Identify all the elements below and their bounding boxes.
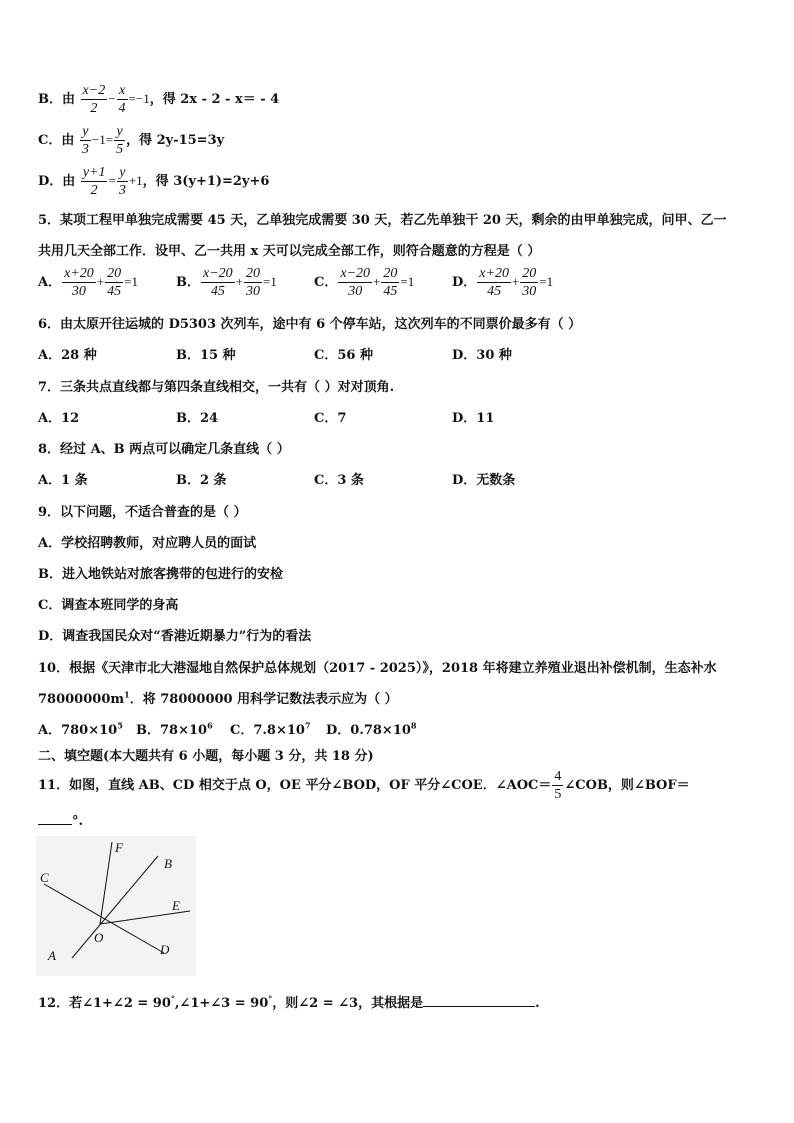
q4-b-result: ，得 2x - 2 - x＝ - 4 [149, 92, 280, 107]
numerator: 4 [554, 769, 562, 784]
denominator: 2 [90, 101, 98, 116]
q10-option-c [230, 719, 311, 738]
fraction [381, 265, 399, 300]
degree-symbol: ° [268, 993, 273, 1004]
q11-stem-b: ∠COB，则∠BOF＝ [564, 778, 690, 793]
q11-figure [36, 836, 196, 976]
label-e: E [172, 898, 180, 913]
fraction [80, 123, 91, 158]
fraction [244, 265, 262, 300]
q4-c-prefix: C．由 [38, 133, 75, 148]
q10-stem-line2 [38, 688, 398, 707]
q9-stem: 9．以下问题，不适合普查的是（ ） [38, 505, 247, 520]
fraction [81, 82, 108, 117]
q4-c-result: ，得 2y-15=3y [126, 133, 225, 148]
operator: + [96, 274, 105, 289]
q5-option-c [314, 265, 414, 300]
q8-option-d: D．无数条 [452, 473, 516, 488]
denominator: 30 [71, 284, 86, 299]
denominator: 45 [210, 284, 225, 299]
q9-option-c: C．调查本班同学的身高 [38, 598, 179, 613]
option-label: D． [452, 275, 477, 290]
q7-option-b: B．24 [176, 411, 219, 426]
fraction [338, 265, 372, 300]
numerator: 20 [522, 266, 537, 281]
q7-option-d: D．11 [452, 411, 495, 426]
denominator: 5 [554, 787, 562, 802]
q12-stem-a: 12．若∠1+∠2 = 90 [38, 996, 171, 1011]
q6-option-a: A．28 种 [38, 348, 97, 363]
q4-d-prefix: D．由 [38, 174, 76, 189]
numerator: y [117, 164, 128, 182]
option-label: B． [176, 275, 200, 290]
q9-option-a: A．学校招聘教师，对应聘人员的面试 [38, 536, 257, 551]
fraction [105, 265, 123, 300]
q5-stem-line1: 5．某项工程甲单独完成需要 45 天，乙单独完成需要 30 天，若乙先单独干 20 天，剩余的由甲单独完成，问甲、乙一 [38, 213, 727, 228]
q4-d-result: ，得 3(y+1)=2y+6 [142, 174, 270, 189]
q4-option-d [38, 164, 269, 199]
option-base: A．780×10 [38, 723, 118, 738]
q12-tail: . [535, 996, 540, 1011]
denominator: 2 [90, 183, 98, 198]
label-o: O [94, 930, 104, 945]
operator: − [108, 91, 116, 106]
numerator: x+20 [479, 266, 509, 281]
q8-option-c: C．3 条 [314, 473, 364, 488]
fraction [117, 82, 128, 117]
answer-blank[interactable] [38, 824, 72, 825]
q7-option-c: C．7 [314, 411, 347, 426]
q12-stem [38, 992, 540, 1011]
q8-stem: 8．经过 A、B 两点可以确定几条直线（ ） [38, 442, 290, 457]
numerator: x−2 [82, 83, 106, 98]
q5-option-b [176, 265, 277, 300]
option-base: C．7.8×10 [230, 723, 305, 738]
operator: −1= [91, 132, 114, 147]
equation-tail: =−1 [128, 91, 150, 106]
q9-option-b: B．进入地铁站对旅客携带的包进行的安检 [38, 567, 283, 582]
equation-tail: =1 [124, 274, 138, 289]
denominator: 5 [116, 142, 124, 157]
fraction [117, 164, 128, 199]
denominator: 45 [487, 284, 502, 299]
numerator: 20 [383, 266, 398, 281]
option-label: A． [38, 275, 62, 290]
option-label: C． [314, 275, 338, 290]
denominator: 45 [383, 284, 398, 299]
q11-answer-line [38, 814, 83, 829]
option-base: D．0.78×10 [326, 723, 411, 738]
fraction [201, 265, 235, 300]
operator: + [511, 274, 520, 289]
q9-option-d: D．调查我国民众对“香港近期暴力”行为的看法 [38, 629, 312, 644]
q6-option-d: D．30 种 [452, 348, 512, 363]
exponent: 7 [304, 720, 311, 731]
q5-option-a [38, 265, 138, 300]
q6-option-c: C．56 种 [314, 348, 373, 363]
numerator: 20 [246, 266, 261, 281]
q5-option-d [452, 265, 553, 300]
q12-stem-b: ,∠1+∠3 = 90 [174, 996, 269, 1011]
fraction [81, 164, 108, 199]
option-base: B．78×10 [136, 723, 208, 738]
q12-stem-c: ，则∠2 = ∠3，其根据是 [272, 996, 424, 1011]
q10-option-d [326, 719, 417, 738]
numerator: x+20 [64, 266, 94, 281]
q7-option-a: A．12 [38, 411, 80, 426]
q4-option-b [38, 82, 279, 117]
q10-value: 78000000m [38, 692, 125, 707]
equation-tail: =1 [263, 274, 277, 289]
denominator: 4 [118, 101, 126, 116]
q10-stem-line1: 10．根据《天津市北大港湿地自然保护总体规划（2017 - 2025）》，2018 年将建立养殖业退出补偿机制，生态补水 [38, 661, 717, 676]
label-f: F [115, 840, 123, 855]
q4-option-c [38, 123, 224, 158]
superscript: 1 [124, 689, 130, 700]
label-a: A [48, 948, 56, 963]
q10-option-b [136, 719, 213, 738]
q4-b-prefix: B．由 [38, 92, 75, 107]
q10-question: ．将 78000000 用科学记数法表示应为（ ） [129, 692, 398, 707]
degree-symbol: ° [170, 993, 175, 1004]
q8-option-b: B．2 条 [176, 473, 227, 488]
fraction [552, 768, 563, 803]
q10-option-a [38, 719, 123, 738]
denominator: 30 [348, 284, 363, 299]
equation-tail: =1 [539, 274, 554, 289]
denominator: 3 [118, 183, 126, 198]
numerator: 20 [107, 266, 122, 281]
numerator: x−20 [340, 266, 371, 281]
operator: = [108, 173, 116, 188]
exponent: 5 [117, 720, 123, 731]
equation-tail: +1 [128, 173, 143, 188]
denominator: 30 [246, 284, 261, 299]
fraction [62, 265, 96, 300]
fraction [114, 123, 125, 158]
numerator: y [80, 123, 91, 141]
denominator: 3 [81, 142, 89, 157]
q11-tail: °. [72, 814, 84, 829]
label-d: D [160, 942, 170, 957]
numerator: x−20 [203, 266, 233, 281]
label-c: C [40, 870, 49, 885]
denominator: 45 [107, 284, 122, 299]
fraction [520, 265, 538, 300]
exponent: 8 [410, 720, 417, 731]
answer-blank[interactable] [423, 1006, 535, 1007]
section-heading: 二、填空题(本大题共有 6 小题，每小题 3 分，共 18 分) [38, 749, 374, 764]
equation-tail: =1 [400, 274, 415, 289]
operator: + [373, 274, 381, 289]
label-b: B [164, 856, 172, 871]
q6-stem: 6．由太原开往运城的 D5303 次列车，途中有 6 个停车站，这次列车的不同票价最多有（ ） [38, 317, 582, 332]
q8-option-a: A．1 条 [38, 473, 88, 488]
q7-stem: 7．三条共点直线都与第四条直线相交，一共有（ ）对对顶角. [38, 380, 395, 395]
fraction [477, 265, 511, 300]
q11-stem [38, 768, 690, 803]
operator: + [235, 274, 244, 289]
numerator: x [117, 82, 128, 100]
exponent: 6 [207, 720, 213, 731]
numerator: y [114, 123, 125, 141]
q5-stem-line2: 共用几天全部工作．设甲、乙一共用 x 天可以完成全部工作，则符合题意的方程是（ ） [38, 244, 541, 259]
denominator: 30 [522, 284, 537, 299]
q6-option-b: B．15 种 [176, 348, 236, 363]
numerator: y+1 [82, 165, 106, 180]
q11-stem-a: 11．如图，直线 AB、CD 相交于点 O，OE 平分∠BOD，OF 平分∠COE．∠AOC＝ [38, 778, 552, 793]
